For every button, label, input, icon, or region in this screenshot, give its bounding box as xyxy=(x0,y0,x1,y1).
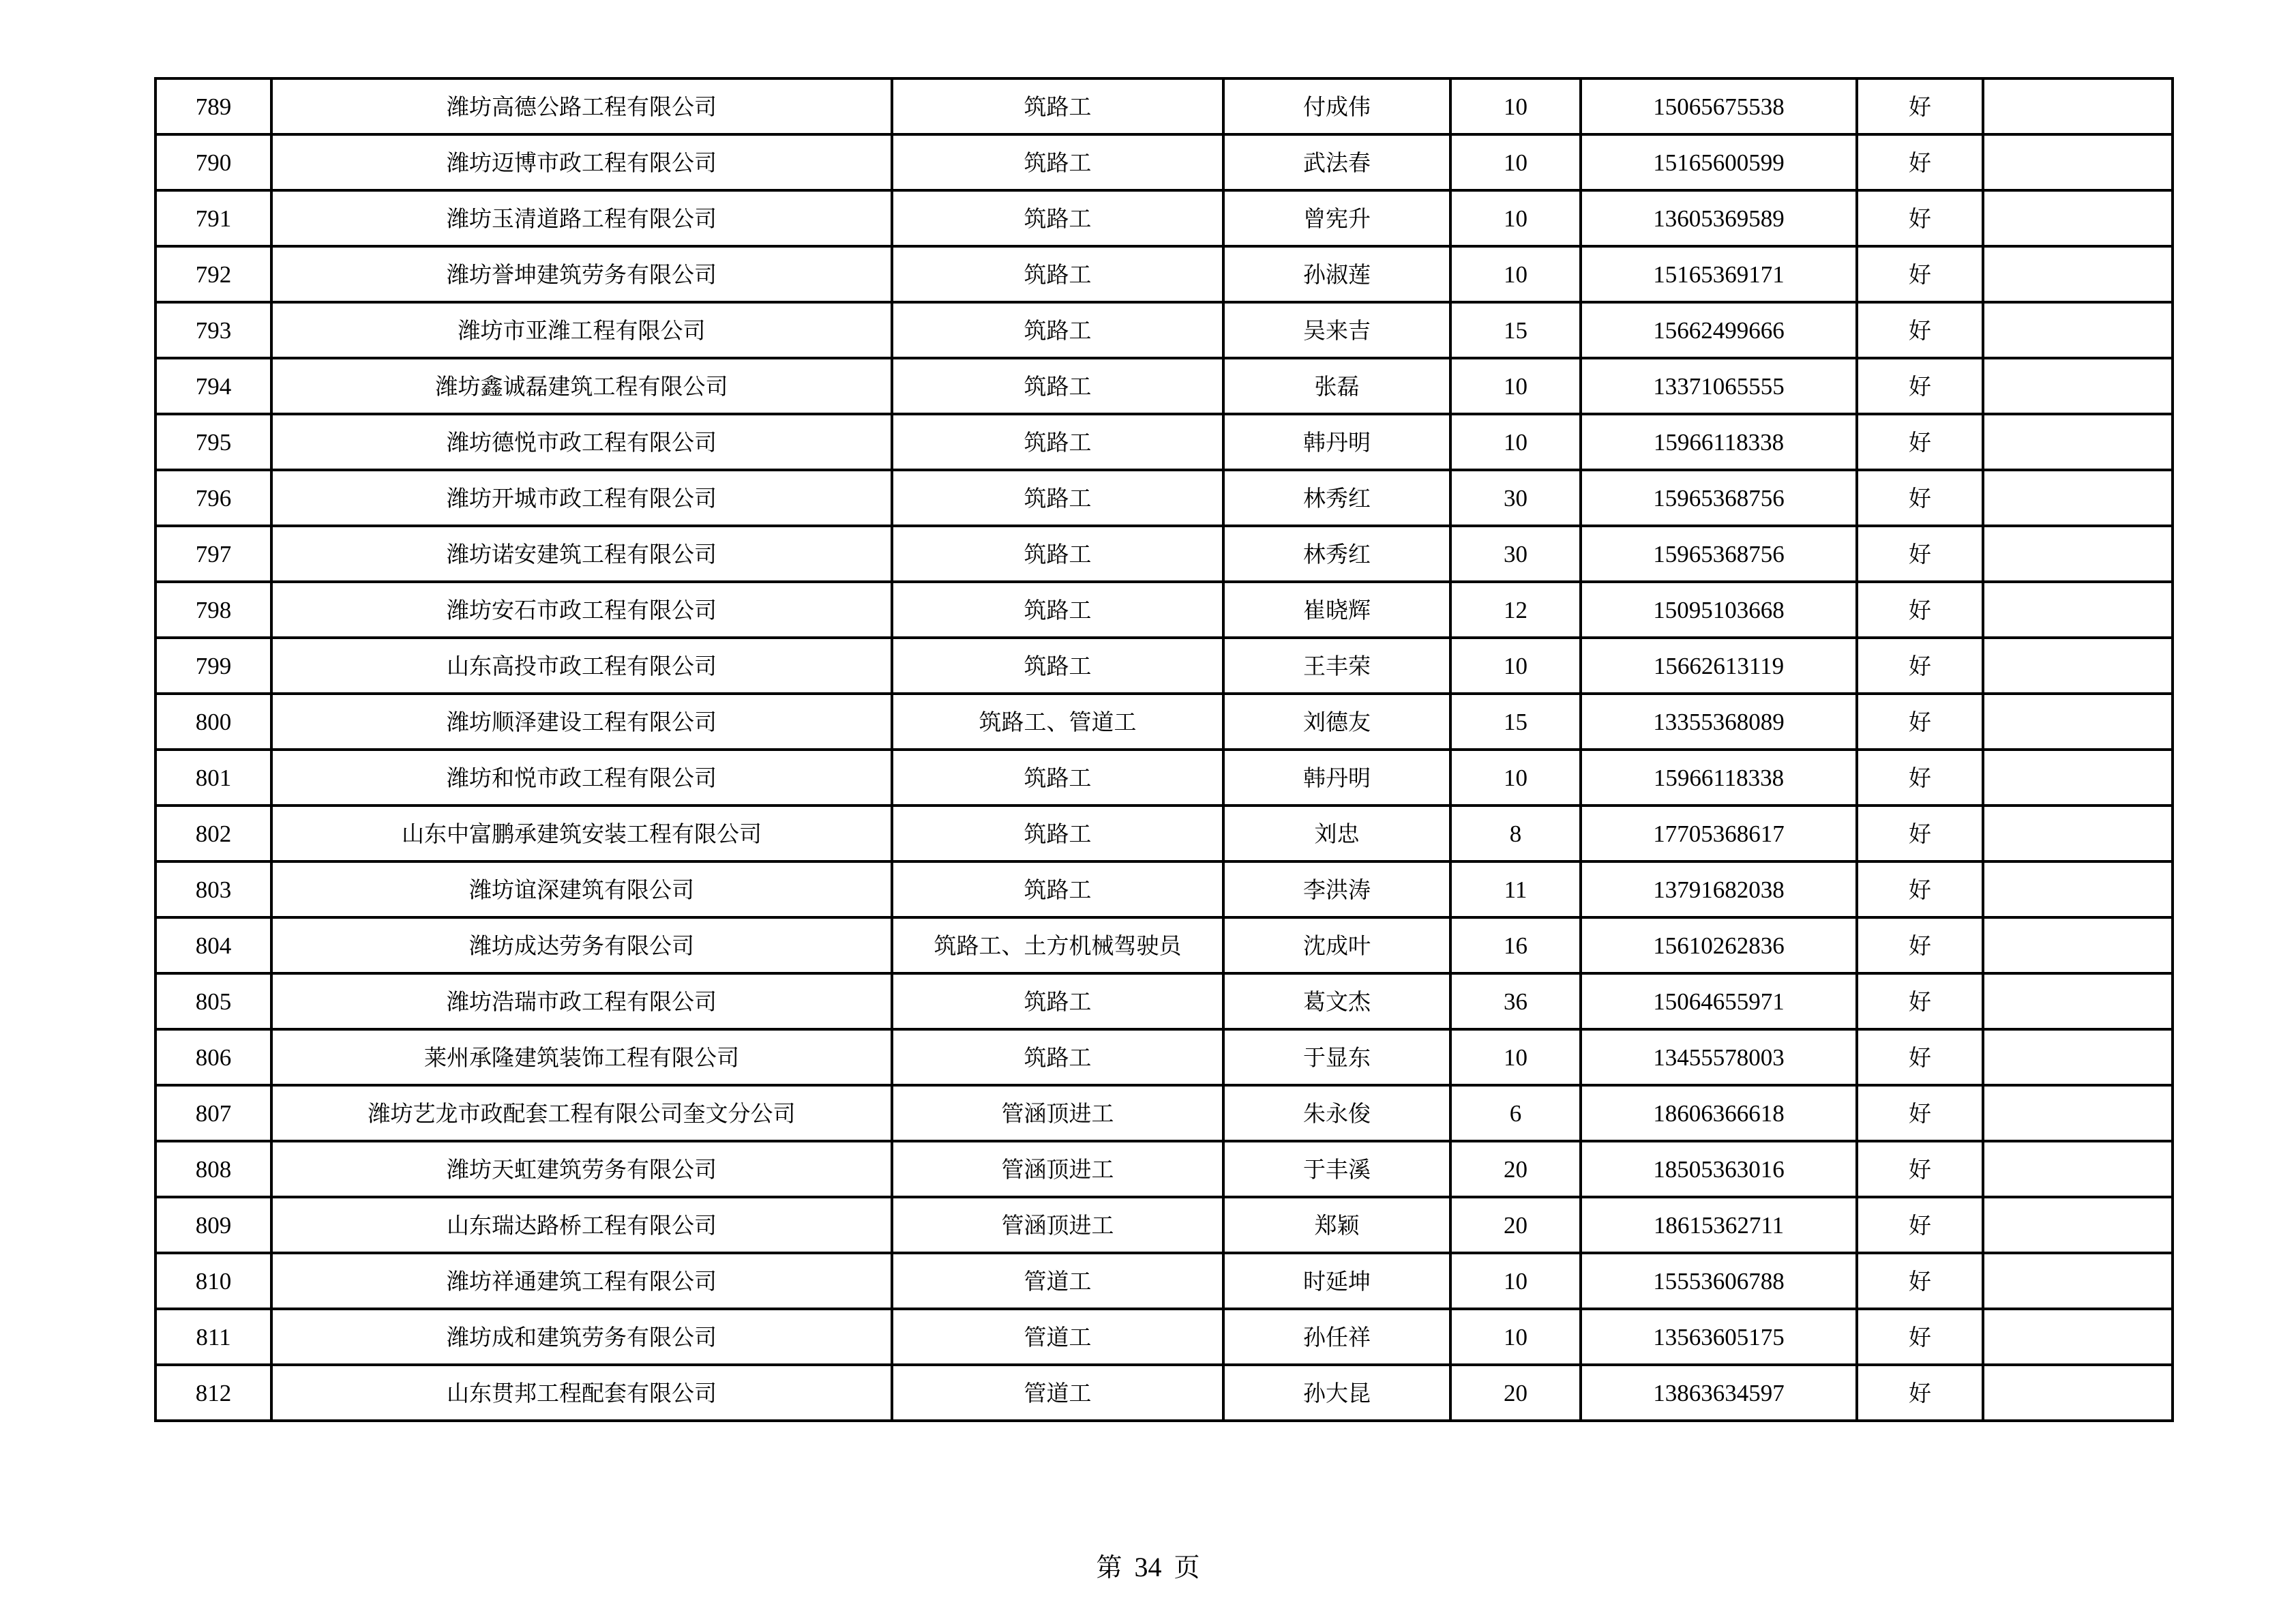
remark-cell xyxy=(1983,1253,2173,1309)
company-name-cell: 潍坊谊深建筑有限公司 xyxy=(271,861,892,917)
worker-count-cell: 10 xyxy=(1450,78,1581,134)
row-number-cell: 808 xyxy=(155,1141,271,1197)
table-row xyxy=(155,861,2173,917)
trade-type-cell: 管涵顶进工 xyxy=(892,1085,1223,1141)
remark-cell xyxy=(1983,861,2173,917)
phone-number-cell: 15965368756 xyxy=(1581,526,1857,582)
trade-type-cell: 管涵顶进工 xyxy=(892,1197,1223,1253)
phone-number-cell: 13605369589 xyxy=(1581,190,1857,246)
contact-person-cell: 葛文杰 xyxy=(1223,973,1450,1029)
company-name-cell: 潍坊成和建筑劳务有限公司 xyxy=(271,1309,892,1365)
phone-number-cell: 18505363016 xyxy=(1581,1141,1857,1197)
remark-cell xyxy=(1983,414,2173,470)
rating-cell: 好 xyxy=(1857,694,1983,750)
rating-cell: 好 xyxy=(1857,1253,1983,1309)
worker-count-cell: 6 xyxy=(1450,1085,1581,1141)
worker-count-cell: 20 xyxy=(1450,1197,1581,1253)
phone-number-cell: 15965368756 xyxy=(1581,470,1857,526)
contact-person-cell: 郑颖 xyxy=(1223,1197,1450,1253)
phone-number-cell: 15662499666 xyxy=(1581,302,1857,358)
table-row xyxy=(155,1141,2173,1197)
contact-person-cell: 李洪涛 xyxy=(1223,861,1450,917)
table-row xyxy=(155,1365,2173,1421)
company-name-cell: 潍坊市亚潍工程有限公司 xyxy=(271,302,892,358)
worker-count-cell: 20 xyxy=(1450,1141,1581,1197)
row-number-cell: 793 xyxy=(155,302,271,358)
remark-cell xyxy=(1983,1029,2173,1085)
phone-number-cell: 13563605175 xyxy=(1581,1309,1857,1365)
rating-cell: 好 xyxy=(1857,414,1983,470)
table-row xyxy=(155,526,2173,582)
company-name-cell: 潍坊安石市政工程有限公司 xyxy=(271,582,892,638)
company-name-cell: 潍坊浩瑞市政工程有限公司 xyxy=(271,973,892,1029)
contact-person-cell: 武法春 xyxy=(1223,134,1450,190)
remark-cell xyxy=(1983,1365,2173,1421)
company-name-cell: 潍坊顺泽建设工程有限公司 xyxy=(271,694,892,750)
phone-number-cell: 13863634597 xyxy=(1581,1365,1857,1421)
phone-number-cell: 17705368617 xyxy=(1581,806,1857,861)
contact-person-cell: 孙任祥 xyxy=(1223,1309,1450,1365)
table-row xyxy=(155,470,2173,526)
remark-cell xyxy=(1983,973,2173,1029)
table-row xyxy=(155,973,2173,1029)
row-number-cell: 800 xyxy=(155,694,271,750)
row-number-cell: 789 xyxy=(155,78,271,134)
trade-type-cell: 筑路工 xyxy=(892,302,1223,358)
row-number-cell: 797 xyxy=(155,526,271,582)
remark-cell xyxy=(1983,246,2173,302)
worker-count-cell: 10 xyxy=(1450,750,1581,806)
remark-cell xyxy=(1983,134,2173,190)
rating-cell: 好 xyxy=(1857,1197,1983,1253)
remark-cell xyxy=(1983,1141,2173,1197)
table-row xyxy=(155,750,2173,806)
row-number-cell: 804 xyxy=(155,917,271,973)
trade-type-cell: 筑路工 xyxy=(892,190,1223,246)
contact-person-cell: 韩丹明 xyxy=(1223,414,1450,470)
rating-cell: 好 xyxy=(1857,806,1983,861)
trade-type-cell: 筑路工 xyxy=(892,582,1223,638)
remark-cell xyxy=(1983,1197,2173,1253)
worker-count-cell: 11 xyxy=(1450,861,1581,917)
table-row xyxy=(155,1253,2173,1309)
table-row xyxy=(155,302,2173,358)
row-number-cell: 795 xyxy=(155,414,271,470)
contact-person-cell: 韩丹明 xyxy=(1223,750,1450,806)
contact-person-cell: 于显东 xyxy=(1223,1029,1450,1085)
phone-number-cell: 13455578003 xyxy=(1581,1029,1857,1085)
company-name-cell: 潍坊鑫诚磊建筑工程有限公司 xyxy=(271,358,892,414)
worker-count-cell: 36 xyxy=(1450,973,1581,1029)
contact-person-cell: 崔晓辉 xyxy=(1223,582,1450,638)
company-name-cell: 潍坊和悦市政工程有限公司 xyxy=(271,750,892,806)
contact-person-cell: 孙淑莲 xyxy=(1223,246,1450,302)
worker-count-cell: 8 xyxy=(1450,806,1581,861)
phone-number-cell: 15165369171 xyxy=(1581,246,1857,302)
rating-cell: 好 xyxy=(1857,750,1983,806)
table-row xyxy=(155,1309,2173,1365)
phone-number-cell: 13355368089 xyxy=(1581,694,1857,750)
trade-type-cell: 筑路工、管道工 xyxy=(892,694,1223,750)
rating-cell: 好 xyxy=(1857,246,1983,302)
trade-type-cell: 筑路工 xyxy=(892,470,1223,526)
trade-type-cell: 筑路工 xyxy=(892,861,1223,917)
worker-count-cell: 10 xyxy=(1450,1029,1581,1085)
contact-person-cell: 曾宪升 xyxy=(1223,190,1450,246)
rating-cell: 好 xyxy=(1857,582,1983,638)
company-name-cell: 山东高投市政工程有限公司 xyxy=(271,638,892,694)
table-row xyxy=(155,78,2173,134)
row-number-cell: 794 xyxy=(155,358,271,414)
row-number-cell: 791 xyxy=(155,190,271,246)
worker-count-cell: 10 xyxy=(1450,638,1581,694)
phone-number-cell: 15095103668 xyxy=(1581,582,1857,638)
trade-type-cell: 筑路工 xyxy=(892,134,1223,190)
table-row xyxy=(155,134,2173,190)
trade-type-cell: 筑路工 xyxy=(892,750,1223,806)
row-number-cell: 812 xyxy=(155,1365,271,1421)
row-number-cell: 798 xyxy=(155,582,271,638)
worker-count-cell: 10 xyxy=(1450,1309,1581,1365)
trade-type-cell: 筑路工 xyxy=(892,1029,1223,1085)
company-name-cell: 山东贯邦工程配套有限公司 xyxy=(271,1365,892,1421)
page-label-prefix: 第 xyxy=(1096,1552,1122,1582)
contact-person-cell: 沈成叶 xyxy=(1223,917,1450,973)
company-name-cell: 潍坊诺安建筑工程有限公司 xyxy=(271,526,892,582)
company-name-cell: 莱州承隆建筑装饰工程有限公司 xyxy=(271,1029,892,1085)
rating-cell: 好 xyxy=(1857,638,1983,694)
remark-cell xyxy=(1983,638,2173,694)
remark-cell xyxy=(1983,190,2173,246)
rating-cell: 好 xyxy=(1857,973,1983,1029)
table-row xyxy=(155,917,2173,973)
remark-cell xyxy=(1983,358,2173,414)
remark-cell xyxy=(1983,302,2173,358)
remark-cell xyxy=(1983,582,2173,638)
row-number-cell: 806 xyxy=(155,1029,271,1085)
worker-count-cell: 10 xyxy=(1450,1253,1581,1309)
worker-count-cell: 30 xyxy=(1450,470,1581,526)
row-number-cell: 805 xyxy=(155,973,271,1029)
company-name-cell: 山东瑞达路桥工程有限公司 xyxy=(271,1197,892,1253)
phone-number-cell: 18606366618 xyxy=(1581,1085,1857,1141)
company-name-cell: 潍坊天虹建筑劳务有限公司 xyxy=(271,1141,892,1197)
contact-person-cell: 林秀红 xyxy=(1223,470,1450,526)
row-number-cell: 802 xyxy=(155,806,271,861)
page-label-suffix: 页 xyxy=(1174,1552,1200,1582)
worker-count-cell: 30 xyxy=(1450,526,1581,582)
rating-cell: 好 xyxy=(1857,302,1983,358)
table-row xyxy=(155,190,2173,246)
remark-cell xyxy=(1983,806,2173,861)
rating-cell: 好 xyxy=(1857,78,1983,134)
remark-cell xyxy=(1983,917,2173,973)
trade-type-cell: 筑路工 xyxy=(892,358,1223,414)
table-row xyxy=(155,414,2173,470)
phone-number-cell: 15966118338 xyxy=(1581,750,1857,806)
remark-cell xyxy=(1983,1085,2173,1141)
row-number-cell: 799 xyxy=(155,638,271,694)
worker-count-cell: 10 xyxy=(1450,246,1581,302)
company-name-cell: 潍坊祥通建筑工程有限公司 xyxy=(271,1253,892,1309)
table-row xyxy=(155,694,2173,750)
row-number-cell: 803 xyxy=(155,861,271,917)
rating-cell: 好 xyxy=(1857,861,1983,917)
rating-cell: 好 xyxy=(1857,190,1983,246)
contact-person-cell: 林秀红 xyxy=(1223,526,1450,582)
table-row xyxy=(155,806,2173,861)
table-row xyxy=(155,582,2173,638)
rating-cell: 好 xyxy=(1857,1141,1983,1197)
phone-number-cell: 15065675538 xyxy=(1581,78,1857,134)
contact-person-cell: 王丰荣 xyxy=(1223,638,1450,694)
table-row xyxy=(155,638,2173,694)
row-number-cell: 796 xyxy=(155,470,271,526)
contact-person-cell: 于丰溪 xyxy=(1223,1141,1450,1197)
company-name-cell: 潍坊成达劳务有限公司 xyxy=(271,917,892,973)
company-name-cell: 潍坊迈博市政工程有限公司 xyxy=(271,134,892,190)
page-footer xyxy=(0,1554,2296,1581)
row-number-cell: 809 xyxy=(155,1197,271,1253)
worker-count-cell: 15 xyxy=(1450,302,1581,358)
remark-cell xyxy=(1983,78,2173,134)
company-name-cell: 潍坊开城市政工程有限公司 xyxy=(271,470,892,526)
worker-count-cell: 10 xyxy=(1450,414,1581,470)
remark-cell xyxy=(1983,1309,2173,1365)
contact-person-cell: 付成伟 xyxy=(1223,78,1450,134)
trade-type-cell: 筑路工 xyxy=(892,78,1223,134)
row-number-cell: 807 xyxy=(155,1085,271,1141)
company-name-cell: 潍坊高德公路工程有限公司 xyxy=(271,78,892,134)
row-number-cell: 811 xyxy=(155,1309,271,1365)
trade-type-cell: 筑路工、土方机械驾驶员 xyxy=(892,917,1223,973)
contact-person-cell: 时延坤 xyxy=(1223,1253,1450,1309)
worker-count-cell: 10 xyxy=(1450,358,1581,414)
phone-number-cell: 15165600599 xyxy=(1581,134,1857,190)
worker-count-cell: 20 xyxy=(1450,1365,1581,1421)
phone-number-cell: 18615362711 xyxy=(1581,1197,1857,1253)
phone-number-cell: 15966118338 xyxy=(1581,414,1857,470)
rating-cell: 好 xyxy=(1857,470,1983,526)
contact-person-cell: 吴来吉 xyxy=(1223,302,1450,358)
row-number-cell: 792 xyxy=(155,246,271,302)
row-number-cell: 790 xyxy=(155,134,271,190)
row-number-cell: 801 xyxy=(155,750,271,806)
trade-type-cell: 筑路工 xyxy=(892,414,1223,470)
table-row xyxy=(155,1029,2173,1085)
trade-type-cell: 管涵顶进工 xyxy=(892,1141,1223,1197)
trade-type-cell: 筑路工 xyxy=(892,806,1223,861)
contact-person-cell: 刘忠 xyxy=(1223,806,1450,861)
trade-type-cell: 筑路工 xyxy=(892,973,1223,1029)
contact-person-cell: 朱永俊 xyxy=(1223,1085,1450,1141)
rating-cell: 好 xyxy=(1857,917,1983,973)
table-row xyxy=(155,1085,2173,1141)
phone-number-cell: 15553606788 xyxy=(1581,1253,1857,1309)
contact-person-cell: 刘德友 xyxy=(1223,694,1450,750)
rating-cell: 好 xyxy=(1857,134,1983,190)
trade-type-cell: 筑路工 xyxy=(892,638,1223,694)
rating-cell: 好 xyxy=(1857,526,1983,582)
company-name-cell: 潍坊玉清道路工程有限公司 xyxy=(271,190,892,246)
remark-cell xyxy=(1983,750,2173,806)
phone-number-cell: 13371065555 xyxy=(1581,358,1857,414)
contact-person-cell: 孙大昆 xyxy=(1223,1365,1450,1421)
worker-count-cell: 16 xyxy=(1450,917,1581,973)
company-name-cell: 潍坊艺龙市政配套工程有限公司奎文分公司 xyxy=(271,1085,892,1141)
contractor-table xyxy=(154,77,2174,1422)
table-row xyxy=(155,246,2173,302)
worker-count-cell: 10 xyxy=(1450,190,1581,246)
table-row xyxy=(155,358,2173,414)
company-name-cell: 潍坊德悦市政工程有限公司 xyxy=(271,414,892,470)
phone-number-cell: 13791682038 xyxy=(1581,861,1857,917)
rating-cell: 好 xyxy=(1857,1309,1983,1365)
remark-cell xyxy=(1983,526,2173,582)
worker-count-cell: 10 xyxy=(1450,134,1581,190)
table-body xyxy=(155,78,2173,1421)
rating-cell: 好 xyxy=(1857,358,1983,414)
company-name-cell: 山东中富鹏承建筑安装工程有限公司 xyxy=(271,806,892,861)
worker-count-cell: 15 xyxy=(1450,694,1581,750)
phone-number-cell: 15610262836 xyxy=(1581,917,1857,973)
table-row xyxy=(155,1197,2173,1253)
trade-type-cell: 管道工 xyxy=(892,1365,1223,1421)
page-number: 34 xyxy=(1134,1552,1162,1582)
phone-number-cell: 15064655971 xyxy=(1581,973,1857,1029)
trade-type-cell: 筑路工 xyxy=(892,246,1223,302)
trade-type-cell: 管道工 xyxy=(892,1309,1223,1365)
remark-cell xyxy=(1983,470,2173,526)
rating-cell: 好 xyxy=(1857,1085,1983,1141)
phone-number-cell: 15662613119 xyxy=(1581,638,1857,694)
trade-type-cell: 筑路工 xyxy=(892,526,1223,582)
contact-person-cell: 张磊 xyxy=(1223,358,1450,414)
row-number-cell: 810 xyxy=(155,1253,271,1309)
rating-cell: 好 xyxy=(1857,1365,1983,1421)
company-name-cell: 潍坊誉坤建筑劳务有限公司 xyxy=(271,246,892,302)
rating-cell: 好 xyxy=(1857,1029,1983,1085)
remark-cell xyxy=(1983,694,2173,750)
trade-type-cell: 管道工 xyxy=(892,1253,1223,1309)
worker-count-cell: 12 xyxy=(1450,582,1581,638)
